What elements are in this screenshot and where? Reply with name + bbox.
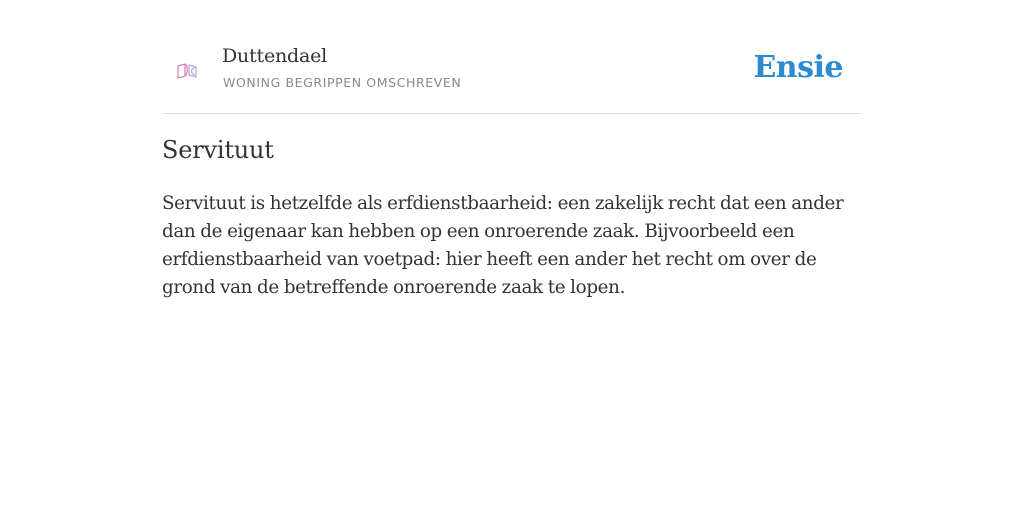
author-subtitle: WONING BEGRIPPEN OMSCHREVEN [223,75,462,90]
definition-text: Servituut is hetzelfde als erfdienstbaarheid: een zakelijk recht dat een ander dan de eigenaar kan hebben op een onroerende zaak. Bijvoorbeeld een erfdienstbaarheid van voetpad: hier heeft een ander het recht om over de grond van de betreffende onroerende zaak te lopen. [162,193,844,298]
page-title: Servituut [162,136,274,164]
ensie-brand-logo[interactable]: Ensie [753,50,843,85]
page [162,0,862,298]
duttendael-logo-icon[interactable] [176,62,198,80]
author-name[interactable]: Duttendael [222,45,328,67]
header [162,0,862,114]
